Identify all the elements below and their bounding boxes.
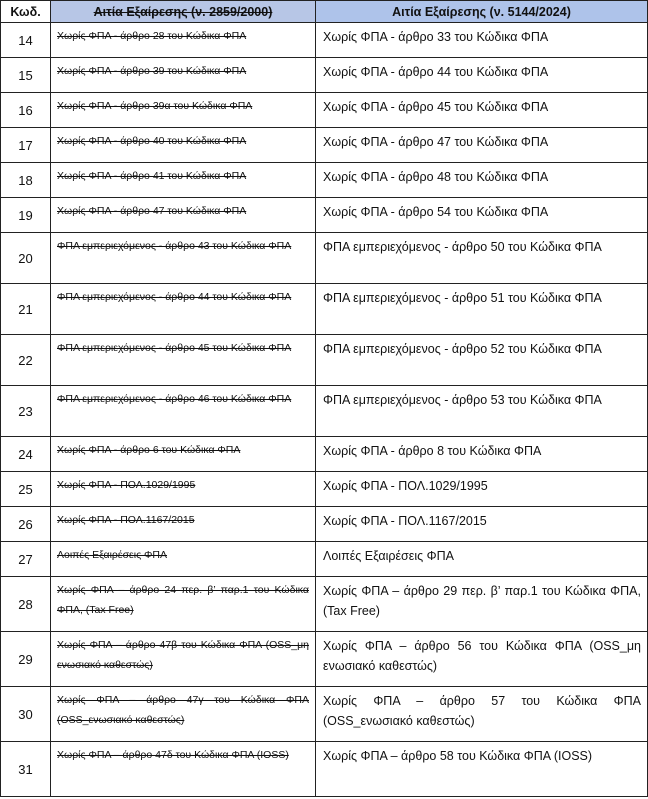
row-code: 24 (1, 437, 51, 472)
row-new-reason: Χωρίς ΦΠΑ - άρθρο 48 του Κώδικα ΦΠΑ (316, 163, 648, 198)
header-code: Κωδ. (1, 1, 51, 23)
row-new-reason: Χωρίς ΦΠΑ - άρθρο 8 του Κώδικα ΦΠΑ (316, 437, 648, 472)
row-old-reason (51, 472, 316, 507)
row-code: 31 (1, 742, 51, 797)
old-reason-text: Χωρίς ΦΠΑ - ΠΟΛ.1167/2015 (57, 514, 195, 526)
header-row (1, 1, 648, 23)
row-new-reason: Χωρίς ΦΠΑ - ΠΟΛ.1167/2015 (316, 507, 648, 542)
table-row (1, 577, 648, 632)
table-row (1, 437, 648, 472)
row-code: 15 (1, 58, 51, 93)
row-code: 14 (1, 23, 51, 58)
old-reason-text: Χωρίς ΦΠΑ – άρθρο 47β του Κώδικα ΦΠΑ (OSS_μη ενωσιακό καθεστώς) (57, 639, 309, 671)
row-old-reason (51, 163, 316, 198)
table-row (1, 128, 648, 163)
row-code: 21 (1, 284, 51, 335)
old-reason-text: Χωρίς ΦΠΑ - άρθρο 40 του Κώδικα ΦΠΑ (57, 135, 247, 147)
table-row (1, 386, 648, 437)
header-old-law-text: Αιτία Εξαίρεσης (ν. 2859/2000) (93, 4, 273, 19)
table-row (1, 335, 648, 386)
table-row (1, 198, 648, 233)
old-reason-text: Χωρίς ΦΠΑ - άρθρο 47 του Κώδικα ΦΠΑ (57, 205, 247, 217)
row-new-reason: Χωρίς ΦΠΑ - άρθρο 33 του Κώδικα ΦΠΑ (316, 23, 648, 58)
table-row (1, 23, 648, 58)
row-old-reason (51, 507, 316, 542)
old-reason-text: Χωρίς ΦΠΑ – άρθρο 47γ του Κώδικα ΦΠΑ (OSS_ενωσιακό καθεστώς) (57, 694, 309, 726)
row-code: 16 (1, 93, 51, 128)
row-old-reason (51, 577, 316, 632)
row-new-reason: Χωρίς ΦΠΑ - άρθρο 45 του Κώδικα ΦΠΑ (316, 93, 648, 128)
row-old-reason (51, 386, 316, 437)
row-old-reason (51, 198, 316, 233)
row-old-reason (51, 542, 316, 577)
old-reason-text: Λοιπές Εξαιρέσεις ΦΠΑ (57, 549, 168, 561)
old-reason-text: Χωρίς ΦΠΑ - άρθρο 41 του Κώδικα ΦΠΑ (57, 170, 247, 182)
row-old-reason (51, 128, 316, 163)
row-old-reason (51, 23, 316, 58)
table-row (1, 472, 648, 507)
table-row (1, 93, 648, 128)
row-old-reason (51, 437, 316, 472)
row-new-reason: ΦΠΑ εμπεριεχόμενος - άρθρο 51 του Κώδικα ΦΠΑ (316, 284, 648, 335)
row-old-reason (51, 335, 316, 386)
row-code: 28 (1, 577, 51, 632)
row-old-reason (51, 233, 316, 284)
row-old-reason (51, 284, 316, 335)
table-row (1, 163, 648, 198)
old-reason-text: Χωρίς ΦΠΑ - άρθρο 28 του Κώδικα ΦΠΑ (57, 30, 247, 42)
row-code: 20 (1, 233, 51, 284)
row-code: 29 (1, 632, 51, 687)
row-new-reason: ΦΠΑ εμπεριεχόμενος - άρθρο 52 του Κώδικα ΦΠΑ (316, 335, 648, 386)
row-new-reason: Χωρίς ΦΠΑ – άρθρο 57 του Κώδικα ΦΠΑ (OSS_ενωσιακό καθεστώς) (316, 687, 648, 742)
row-code: 23 (1, 386, 51, 437)
table-row (1, 284, 648, 335)
row-code: 17 (1, 128, 51, 163)
table-row (1, 632, 648, 687)
row-old-reason (51, 93, 316, 128)
table-row (1, 542, 648, 577)
row-new-reason: Χωρίς ΦΠΑ – άρθρο 56 του Κώδικα ΦΠΑ (OSS_μη ενωσιακό καθεστώς) (316, 632, 648, 687)
old-reason-text: Χωρίς ΦΠΑ – άρθρο 47δ του Κώδικα ΦΠΑ (IOSS) (57, 749, 289, 761)
table-row (1, 58, 648, 93)
row-code: 25 (1, 472, 51, 507)
old-reason-text: ΦΠΑ εμπεριεχόμενος - άρθρο 43 του Κώδικα ΦΠΑ (57, 240, 292, 252)
row-new-reason: Λοιπές Εξαιρέσεις ΦΠΑ (316, 542, 648, 577)
old-reason-text: Χωρίς ΦΠΑ - ΠΟΛ.1029/1995 (57, 479, 196, 491)
old-reason-text: Χωρίς ΦΠΑ – άρθρο 24 περ. β’ παρ.1 του Κώδικα ΦΠΑ, (Tax Free) (57, 584, 309, 616)
row-new-reason: Χωρίς ΦΠΑ - ΠΟΛ.1029/1995 (316, 472, 648, 507)
table-row (1, 233, 648, 284)
row-code: 19 (1, 198, 51, 233)
table-row (1, 687, 648, 742)
row-new-reason: ΦΠΑ εμπεριεχόμενος - άρθρο 50 του Κώδικα ΦΠΑ (316, 233, 648, 284)
row-old-reason (51, 632, 316, 687)
old-reason-text: Χωρίς ΦΠΑ - άρθρο 6 του Κώδικα ΦΠΑ (57, 444, 241, 456)
row-new-reason: Χωρίς ΦΠΑ - άρθρο 44 του Κώδικα ΦΠΑ (316, 58, 648, 93)
row-new-reason: Χωρίς ΦΠΑ - άρθρο 47 του Κώδικα ΦΠΑ (316, 128, 648, 163)
table-row (1, 507, 648, 542)
row-old-reason (51, 687, 316, 742)
row-new-reason: Χωρίς ΦΠΑ – άρθρο 58 του Κώδικα ΦΠΑ (IOSS) (316, 742, 648, 797)
row-old-reason (51, 742, 316, 797)
header-new-law: Αιτία Εξαίρεσης (ν. 5144/2024) (316, 1, 648, 23)
old-reason-text: ΦΠΑ εμπεριεχόμενος - άρθρο 45 του Κώδικα ΦΠΑ (57, 342, 292, 354)
row-code: 18 (1, 163, 51, 198)
row-new-reason: Χωρίς ΦΠΑ - άρθρο 54 του Κώδικα ΦΠΑ (316, 198, 648, 233)
old-reason-text: Χωρίς ΦΠΑ - άρθρο 39α του Κώδικα ΦΠΑ (57, 100, 253, 112)
header-old-law (51, 1, 316, 23)
old-reason-text: ΦΠΑ εμπεριεχόμενος - άρθρο 46 του Κώδικα ΦΠΑ (57, 393, 292, 405)
table-row (1, 742, 648, 797)
row-code: 22 (1, 335, 51, 386)
row-code: 30 (1, 687, 51, 742)
row-code: 26 (1, 507, 51, 542)
row-new-reason: ΦΠΑ εμπεριεχόμενος - άρθρο 53 του Κώδικα ΦΠΑ (316, 386, 648, 437)
row-new-reason: Χωρίς ΦΠΑ – άρθρο 29 περ. β’ παρ.1 του Κώδικα ΦΠΑ, (Tax Free) (316, 577, 648, 632)
row-old-reason (51, 58, 316, 93)
row-code: 27 (1, 542, 51, 577)
old-reason-text: Χωρίς ΦΠΑ - άρθρο 39 του Κώδικα ΦΠΑ (57, 65, 247, 77)
old-reason-text: ΦΠΑ εμπεριεχόμενος - άρθρο 44 του Κώδικα ΦΠΑ (57, 291, 292, 303)
